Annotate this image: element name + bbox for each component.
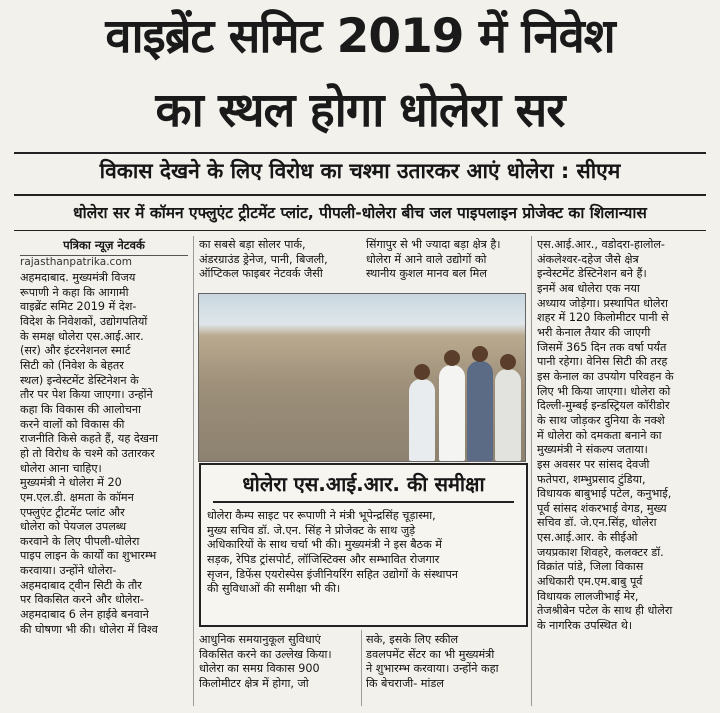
divider-top [14,152,706,154]
strapline: धोलेरा सर में कॉमन एफ्लुएंट ट्रीटमेंट प्लांट, पीपली-धोलेरा बीच जल पाइपलाइन प्रोजेक्ट का शिलान्यास [73,204,647,222]
person-figure [439,365,465,461]
column-divider-3 [531,236,532,706]
column-4-text: एस.आई.आर., वडोदरा-हालोल- अंकलेश्वर-दहेज जैसे क्षेत्र इन्वेस्टमेंट डेस्टिनेशन बने हैं। इनमें अब धोलेरा एक नया अध्याय जोड़ेगा। प्रस्थापित धोलेरा शहर में 120 किलोमीटर पानी से भरी केनाल तैयार की जाएगी जिसमें 365 दिन तक वर्षा पर्यंत पानी रहेगा। वेनिस सिटी की तरह इस केनाल का उपयोग परिवहन के लिए भी किया जाएगा। धोलेरा को दिल्ली-मुम्बई इन्डस्ट्रियल कॉरीडोर के साथ जोड़कर दुनिया के नक्शे में धोलेरा को दमकता बनाने का मुख्यमंत्री ने संकल्प जताया। इस अवसर पर सांसद देवजी फतेपरा, शम्भुप्रसाद टुंडिया, विधायक बाबुभाई पटेल, कनुभाई, पूर्व सांसद शंकरभाई वेगड, मुख्य सचिव डॉ. जे.एन.सिंह, धोलेरा एस.आई.आर. के सीईओ जयप्रकाश शिवहरे, कलक्टर डॉ. विक्रांत पांडे, जिला विकास अधिकारी एम.एम.बाबु पूर्व विधायक लालजीभाई मेर, तेजश्रीबेन पटेल के साथ ही धोलेरा के नागरिक उपस्थित थे। [537,238,674,633]
person-head [444,350,460,366]
column-divider-1 [193,236,194,706]
website: rajasthanpatrika.com [20,256,132,268]
review-box-title: धोलेरा एस.आई.आर. की समीक्षा [242,472,485,496]
review-box-text: धोलेरा कैम्प साइट पर रूपाणी ने मंत्री भूपेन्द्रसिंह चूड़ास्मा, मुख्य सचिव डॉ. जे.एन. सिंह ने प्रोजेक्ट के साथ जुड़े अधिकारियों के साथ चर्चा भी की। मुख्यमंत्री ने इस बैठक में सड़क, रेपिड ट्रांसपोर्ट, लॉजिस्टिक्स और सम्भावित रोजगार सृजन, डिफेंस एयरोस्पेस इंजीनियरिंग सहित उद्योगों के संस्थापन की सुविधाओं की समीक्षा भी की। [207,509,459,596]
person-head [414,364,430,380]
column-1-text: अहमदाबाद. मुख्यमंत्री विजय रूपाणी ने कहा कि आगामी वाइब्रेंट समिट 2019 में देश- विदेश के निवेशकों, उद्योगपतियों के समक्ष धोलेरा एस.आई.आर. (सर) और इंटरनेशनल स्मार्ट सिटी को (निवेश के बेहतर स्थल) इन्वेस्टमेंट डेस्टिनेशन के तौर पर पेश किया जाएगा। उन्होंने कहा कि विकास की आलोचना करने वालों को विकास की राजनीति किसे कहते हैं, यह देखना हो तो विरोध के चश्मे को उतारकर धोलेरा आना चाहिए। मुख्यमंत्री ने धोलेरा में 20 एम.एल.डी. क्षमता के कॉमन एफ्लुएंट ट्रीटमेंट प्लांट और धोलेरा को पेयजल उपलब्ध करवाने के लिए पीपली-धोलेरा पाइप लाइन के कार्यों का शुभारम्भ करवाया। उन्होंने धोलेरा- अहमदाबाद ट्वीन सिटी के तौर पर विकसित करने और धोलेरा- अहमदाबाद 6 लेन हाईवे बनवाने की घोषणा भी की। धोलेरा में विश्व [20,271,159,636]
column-3-top-text: सिंगापुर से भी ज्यादा बड़ा क्षेत्र है। धोलेरा में आने वाले उद्योगों को स्थानीय कुशल मानव बल मिल [366,238,501,281]
divider-middle [14,194,706,196]
person-head [500,354,516,370]
column-2-top-text: का सबसे बड़ा सोलर पार्क, अंडरग्राउंड ड्रेनेज, पानी, बिजली, ऑप्टिकल फाइबर नेटवर्क जैसी [199,238,328,281]
column-divider-2 [361,630,362,706]
news-photo [198,293,526,462]
person-head [472,346,488,362]
person-figure [409,379,435,461]
person-figure [495,369,521,461]
byline: पत्रिका न्यूज़ नेटवर्क [20,238,188,256]
person-figure [467,361,493,461]
headline-line-1: वाइब्रेंट समिट 2019 में निवेश [105,9,615,64]
subheadline: विकास देखने के लिए विरोध का चश्मा उतारकर आएं धोलेरा : सीएम [99,159,621,183]
column-2-bottom-text: आधुनिक समयानुकूल सुविधाएं विकसित करने का उल्लेख किया। धोलेरा का समग्र विकास 900 किलोमीटर क्षेत्र में होगा, जो [199,633,332,690]
column-3-bottom-text: सके, इसके लिए स्कील डवलपमेंट सेंटर का भी मुख्यमंत्री ने शुभारम्भ करवाया। उन्होंने कहा कि बेचराजी- मांडल [366,633,499,690]
divider-bottom [14,230,706,231]
review-box-rule [213,501,514,503]
review-box [199,463,528,627]
headline-line-2: का स्थल होगा धोलेरा सर [155,83,565,138]
